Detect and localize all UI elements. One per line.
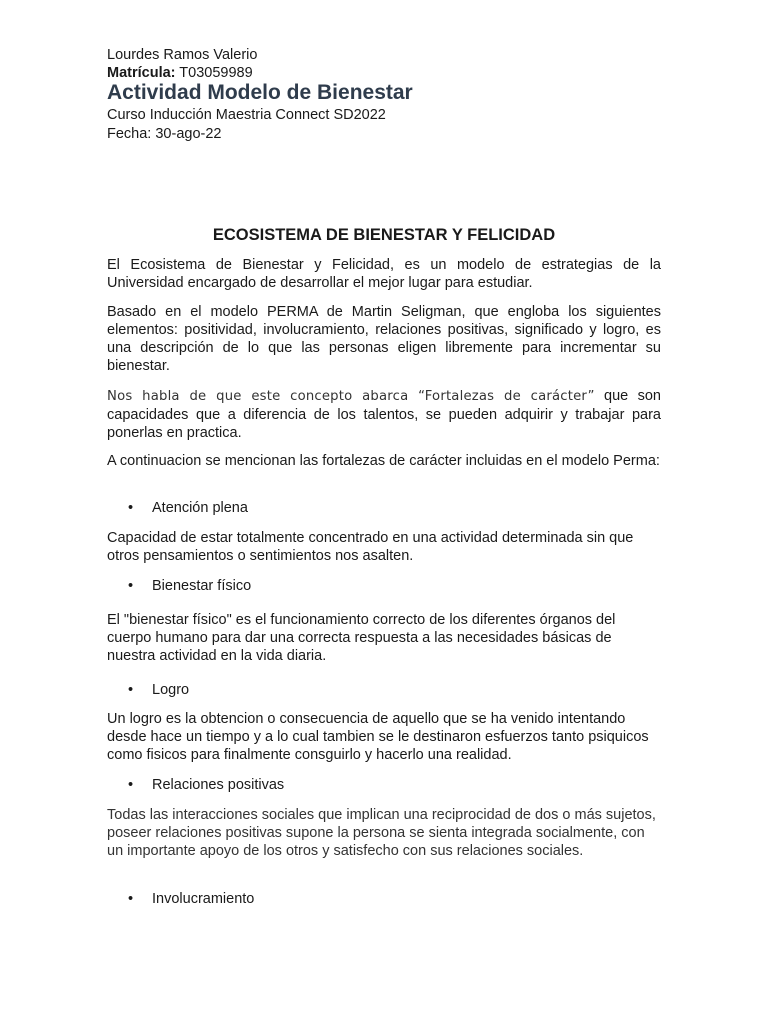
list-item <box>128 890 254 908</box>
bullet-marker: • <box>128 891 134 907</box>
date-line: Fecha: 30-ago-22 <box>107 126 222 142</box>
author-name: Lourdes Ramos Valerio <box>107 47 258 63</box>
list-item <box>128 776 284 794</box>
item-description: Un logro es la obtencion o consecuencia de aquello que se ha venido intentando desde hace un tiempo y a lo cual tambien se le destinaron esfuerzos tanto psiquicos como fisicos para finalmente consguirlo y hacerlo una realidad. <box>107 711 649 763</box>
fortalezas-rest: que son capacidades que a diferencia de los talentos, se pueden adquirir y trabajar para ponerlas en practica. <box>107 388 661 441</box>
paragraph-perma: Basado en el modelo PERMA de Martin Seligman, que engloba los siguientes elementos: positividad, involucramiento, relaciones positivas, significado y logro, es una descripción de lo que las personas eligen libremente para incrementar su bienestar. <box>107 304 661 374</box>
section-heading: ECOSISTEMA DE BIENESTAR Y FELICIDAD <box>212 226 556 244</box>
list-item-label: Relaciones positivas <box>152 777 285 793</box>
matricula-label: Matrícula: <box>107 65 176 81</box>
list-item-label: Atención plena <box>152 500 248 516</box>
bullet-marker: • <box>128 777 134 793</box>
list-item-label: Bienestar físico <box>152 578 252 594</box>
list-item-label: Logro <box>152 682 190 698</box>
course-line: Curso Inducción Maestria Connect SD2022 <box>107 107 386 123</box>
item-description: Todas las interacciones sociales que implican una reciprocidad de dos o más sujetos, poseer relaciones positivas supone la persona se sienta integrada socialmente, con un importante apoyo de los otros y satisfecho con sus relaciones sociales. <box>107 807 656 859</box>
paragraph-list-intro: A continuacion se mencionan las fortalezas de carácter incluidas en el modelo Perma: <box>107 453 660 469</box>
bullet-marker: • <box>128 578 134 594</box>
paragraph-fortalezas <box>107 387 661 442</box>
bullet-marker: • <box>128 682 134 698</box>
item-description: Capacidad de estar totalmente concentrado en una actividad determinada sin que otros pensamientos o sentimientos nos asalten. <box>107 530 634 564</box>
list-item-label: Involucramiento <box>152 891 255 907</box>
list-item <box>128 499 248 517</box>
list-item <box>128 681 189 699</box>
fortalezas-quote: Nos habla de que este concepto abarca “Fortalezas de carácter” <box>107 389 595 404</box>
item-description: El "bienestar físico" es el funcionamiento correcto de los diferentes órganos del cuerpo humano para dar una correcta respuesta a las necesidades básicas de nuestra actividad en la vida diaria. <box>107 612 616 664</box>
document-title: Actividad Modelo de Bienestar <box>107 81 413 104</box>
list-item <box>128 577 251 595</box>
bullet-marker: • <box>128 500 134 516</box>
paragraph-intro: El Ecosistema de Bienestar y Felicidad, es un modelo de estrategias de la Universidad encargado de desarrollar el mejor lugar para estudiar. <box>107 257 661 291</box>
matricula-value: T03059989 <box>175 65 253 81</box>
